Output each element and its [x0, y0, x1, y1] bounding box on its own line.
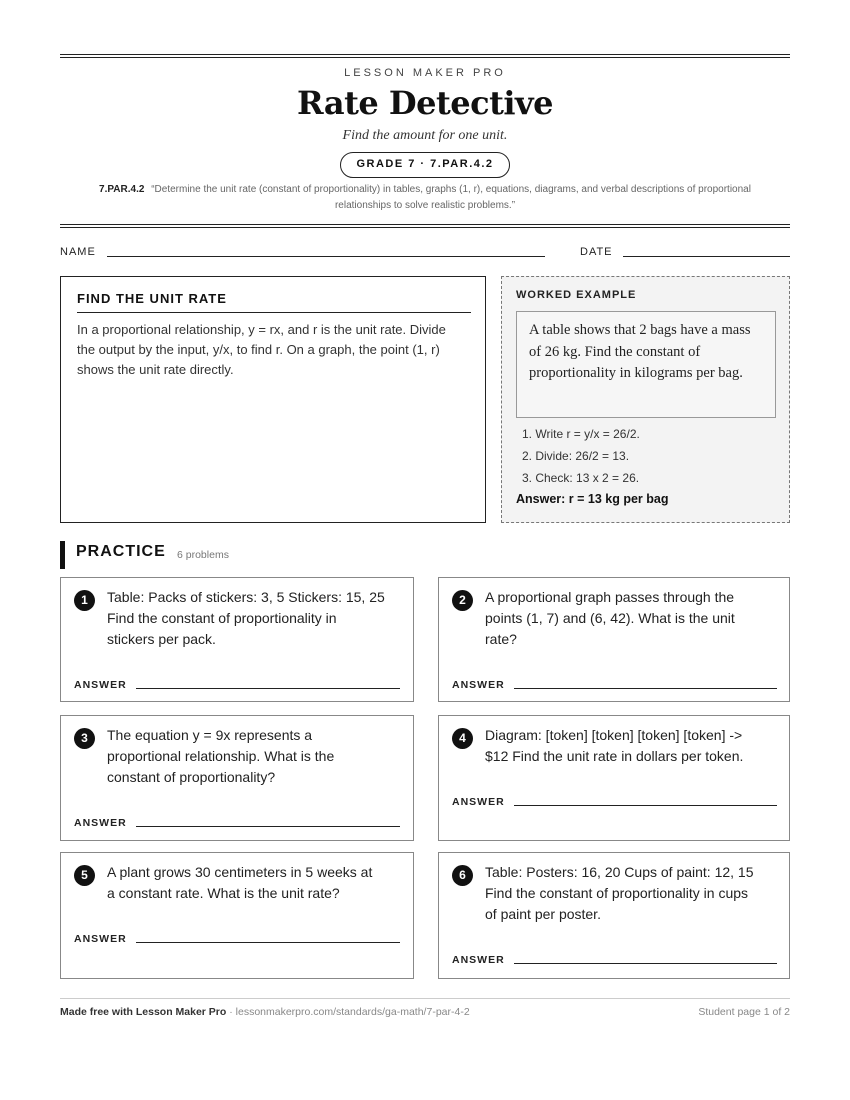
practice-count: 6 problems	[177, 549, 229, 561]
problem-text: Table: Packs of stickers: 3, 5 Stickers: 15, 25 Find the constant of proportionality in stickers per pack.	[107, 589, 385, 647]
problem-number-badge: 1	[74, 590, 95, 611]
date-field[interactable]	[623, 256, 790, 257]
worked-example-box	[501, 276, 790, 523]
standard-code: 7.PAR.4.2	[99, 184, 145, 195]
name-field[interactable]	[107, 256, 545, 257]
answer-field[interactable]	[514, 805, 777, 806]
problem-text: Diagram: [token] [token] [token] [token] -> $12 Find the unit rate in dollars per token.	[485, 727, 744, 764]
answer-field[interactable]	[136, 942, 400, 943]
answer-label: ANSWER	[74, 679, 127, 691]
problem-card-4	[438, 715, 790, 841]
problem-card-5	[60, 852, 414, 979]
page-title: Rate Detective	[297, 84, 553, 122]
answer-field[interactable]	[136, 688, 400, 689]
top-double-rule	[60, 54, 790, 58]
worksheet-page	[60, 0, 790, 1100]
practice-accent-bar	[60, 541, 65, 569]
page-subtitle: Find the amount for one unit.	[342, 128, 508, 143]
worked-example-problem: A table shows that 2 bags have a mass of 26 kg. Find the constant of proportionality in kilograms per bag.	[516, 311, 776, 418]
problem-card-3	[60, 715, 414, 841]
problem-card-1	[60, 577, 414, 702]
unit-rate-body: In a proportional relationship, y = rx, and r is the unit rate. Divide the output by the input, y/x, to find r. On a graph, the point (1, r) shows the unit rate directly.	[77, 322, 446, 377]
header-bottom-double-rule	[60, 224, 790, 228]
footer-url[interactable]: · lessonmakerpro.com/standards/ga-math/7-par-4-2	[226, 1006, 470, 1018]
brand-name: LESSON MAKER PRO	[344, 67, 506, 79]
answer-label: ANSWER	[74, 817, 127, 829]
footer-credit	[60, 1006, 470, 1018]
practice-title: PRACTICE	[76, 543, 166, 560]
standard-text: “Determine the unit rate (constant of proportionality) in tables, graphs (1, r), equations, diagrams, and verbal descriptions of proportional relationships to solve realistic problems.”	[151, 184, 751, 211]
problem-number-badge: 3	[74, 728, 95, 749]
worked-step: 3. Check: 13 x 2 = 26.	[522, 471, 640, 485]
problem-number-badge: 5	[74, 865, 95, 886]
problem-number-badge: 2	[452, 590, 473, 611]
problem-text: A plant grows 30 centimeters in 5 weeks at a constant rate. What is the unit rate?	[107, 864, 373, 901]
grade-badge: GRADE 7 · 7.PAR.4.2	[340, 152, 510, 178]
answer-label: ANSWER	[452, 679, 505, 691]
worked-example-steps	[522, 423, 640, 489]
worked-step: 1. Write r = y/x = 26/2.	[522, 427, 640, 441]
problem-text: Table: Posters: 16, 20 Cups of paint: 12, 15 Find the constant of proportionality in cups of paint per poster.	[485, 864, 754, 922]
answer-label: ANSWER	[74, 933, 127, 945]
answer-field[interactable]	[514, 688, 777, 689]
problem-number-badge: 6	[452, 865, 473, 886]
worked-step: 2. Divide: 26/2 = 13.	[522, 449, 630, 463]
unit-rate-title: FIND THE UNIT RATE	[77, 291, 471, 313]
problem-text: The equation y = 9x represents a proportional relationship. What is the constant of proportionality?	[107, 727, 335, 785]
standard-description	[80, 182, 770, 214]
answer-label: ANSWER	[452, 796, 505, 808]
answer-field[interactable]	[514, 963, 777, 964]
footer-page-number: Student page 1 of 2	[698, 1006, 790, 1018]
problem-text: A proportional graph passes through the points (1, 7) and (6, 42). What is the unit rate?	[485, 589, 735, 647]
problem-number-badge: 4	[452, 728, 473, 749]
worked-example-answer: Answer: r = 13 kg per bag	[516, 492, 669, 506]
answer-field[interactable]	[136, 826, 400, 827]
worked-example-title: WORKED EXAMPLE	[516, 289, 637, 301]
unit-rate-box	[60, 276, 486, 523]
footer-rule	[60, 998, 790, 999]
answer-label: ANSWER	[452, 954, 505, 966]
problem-card-6	[438, 852, 790, 979]
footer-made-with: Made free with Lesson Maker Pro	[60, 1006, 227, 1018]
problem-card-2	[438, 577, 790, 702]
name-label: NAME	[60, 246, 96, 258]
date-label: DATE	[580, 246, 613, 258]
